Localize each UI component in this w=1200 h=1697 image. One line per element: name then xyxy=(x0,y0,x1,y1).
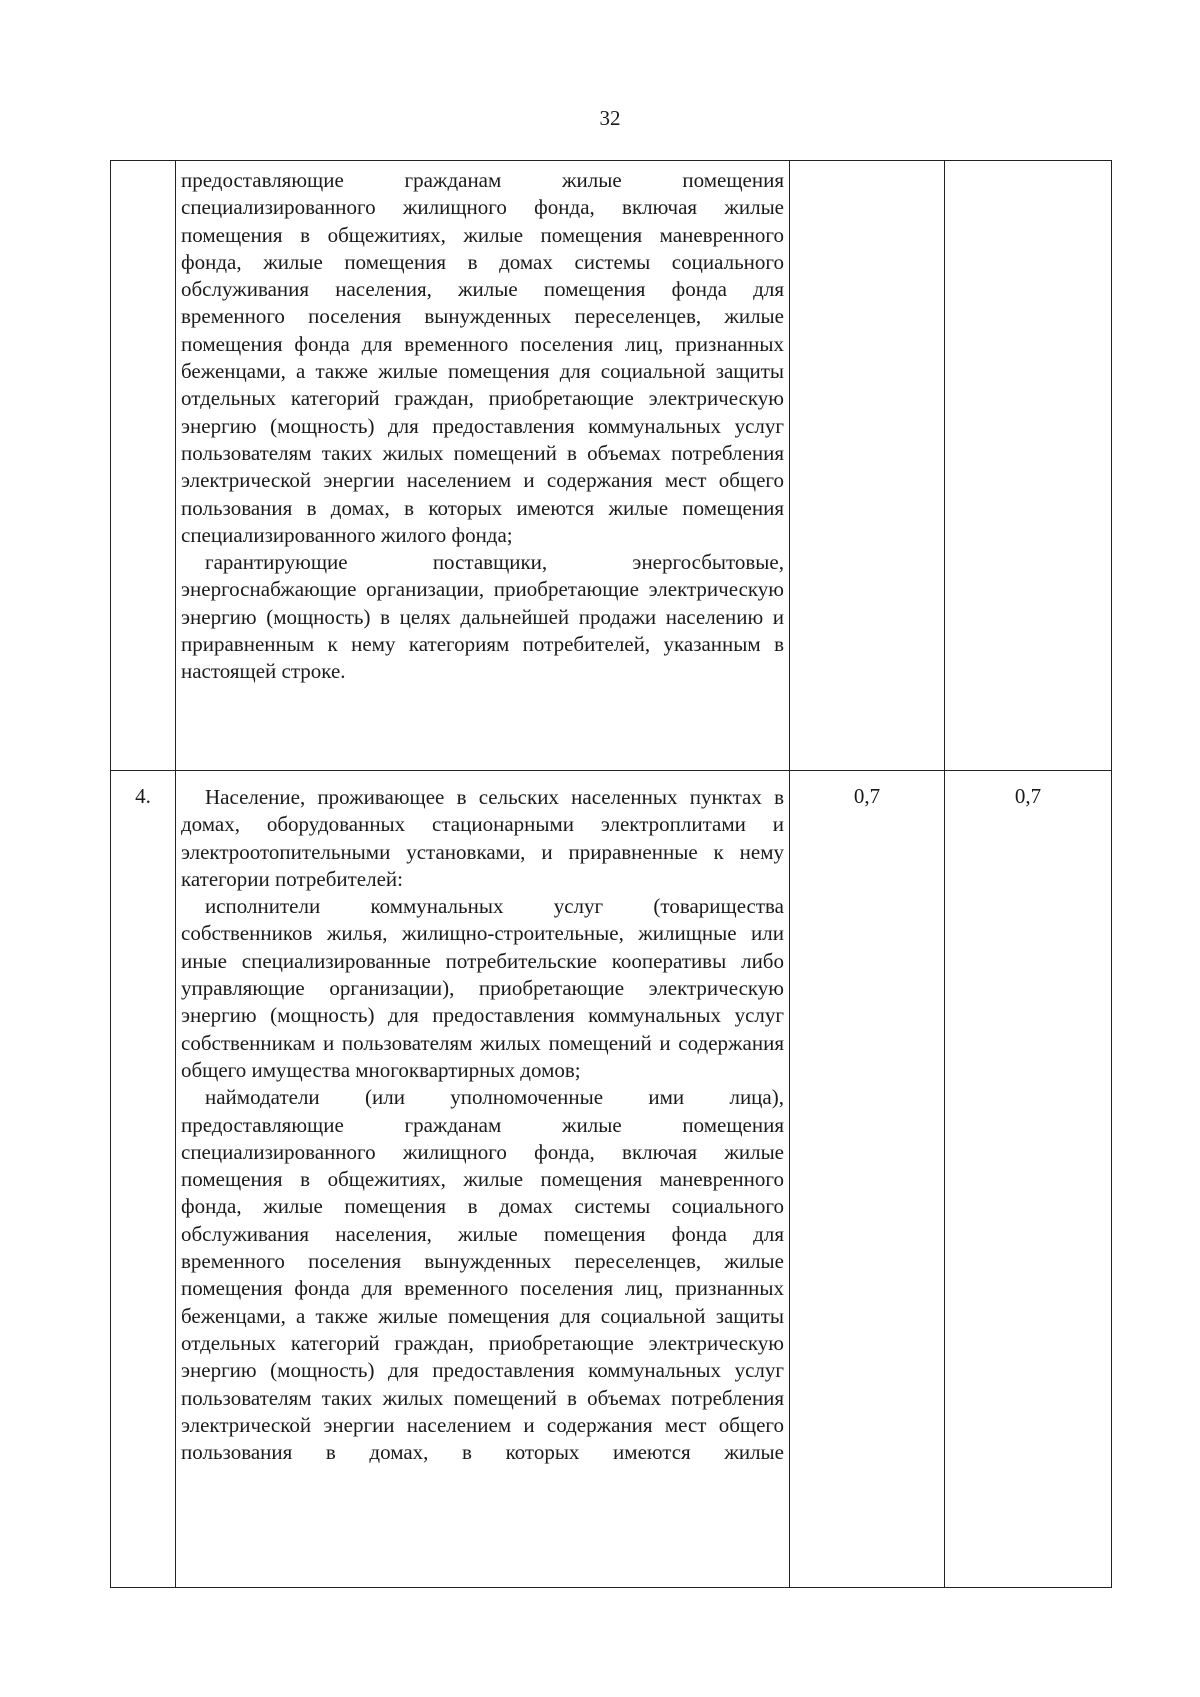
description-paragraph: Население, проживающее в сельских населенных пунктах в домах, оборудованных стационарными электроплитами и электроотопительными установками, и приравненные к нему категории потребителей: xyxy=(181,785,784,891)
description-paragraph: наймодатели (или уполномоченные ими лица), предоставляющие гражданам жилые помещения специализированного жилищного фонда, включая жилые помещения в общежитиях, жилые помещения маневренного фонда, жилые помещения в домах системы социального обслуживания населения, жилые помещения фонда для временного поселения вынужденных переселенцев, жилые помещения фонда для временного поселения лиц, признанных беженцами, а также жилые помещения для социальной защиты отдельных категорий граждан, приобретающие электрическую энергию (мощность) для предоставления коммунальных услуг пользователям таких жилых помещений в объемах потребления электрической энергии населением и содержания мест общего пользования в домах, в которых имеются жилые xyxy=(181,1085,784,1465)
page-number: 32 xyxy=(599,106,621,130)
row-number xyxy=(111,161,176,771)
row-value-2 xyxy=(945,161,1112,771)
table-row xyxy=(111,161,1112,771)
row-value-2: 0,7 xyxy=(945,771,1112,1588)
row-description xyxy=(176,161,790,771)
row-value-1: 0,7 xyxy=(790,771,945,1588)
description-paragraph: гарантирующие поставщики, энергосбытовые, энергоснабжающие организации, приобретающие электрическую энергию (мощность) в целях дальнейшей продажи населению и приравненным к нему категориям потребителей, указанным в настоящей строке. xyxy=(181,550,784,684)
row-number: 4. xyxy=(111,771,176,1588)
description-paragraph: предоставляющие гражданам жилые помещения специализированного жилищного фонда, включая жилые помещения в общежитиях, жилые помещения маневренного фонда, жилые помещения в домах системы социального обслуживания населения, жилые помещения фонда для временного поселения вынужденных переселенцев, жилые помещения фонда для временного поселения лиц, признанных беженцами, а также жилые помещения для социальной защиты отдельных категорий граждан, приобретающие электрическую энергию (мощность) для предоставления коммунальных услуг пользователям таких жилых помещений в объемах потребления электрической энергии населением и содержания мест общего пользования в домах, в которых имеются жилые помещения специализированного жилого фонда; xyxy=(181,168,784,547)
row-description xyxy=(176,771,790,1588)
tariff-table xyxy=(110,160,1112,1588)
table-row xyxy=(111,771,1112,1588)
description-paragraph: исполнители коммунальных услуг (товарищества собственников жилья, жилищно-строительные, жилищные или иные специализированные потребительские кооперативы либо управляющие организации), приобретающие электрическую энергию (мощность) для предоставления коммунальных услуг собственникам и пользователям жилых помещений и содержания общего имущества многоквартирных домов; xyxy=(181,894,784,1082)
row-value-1 xyxy=(790,161,945,771)
